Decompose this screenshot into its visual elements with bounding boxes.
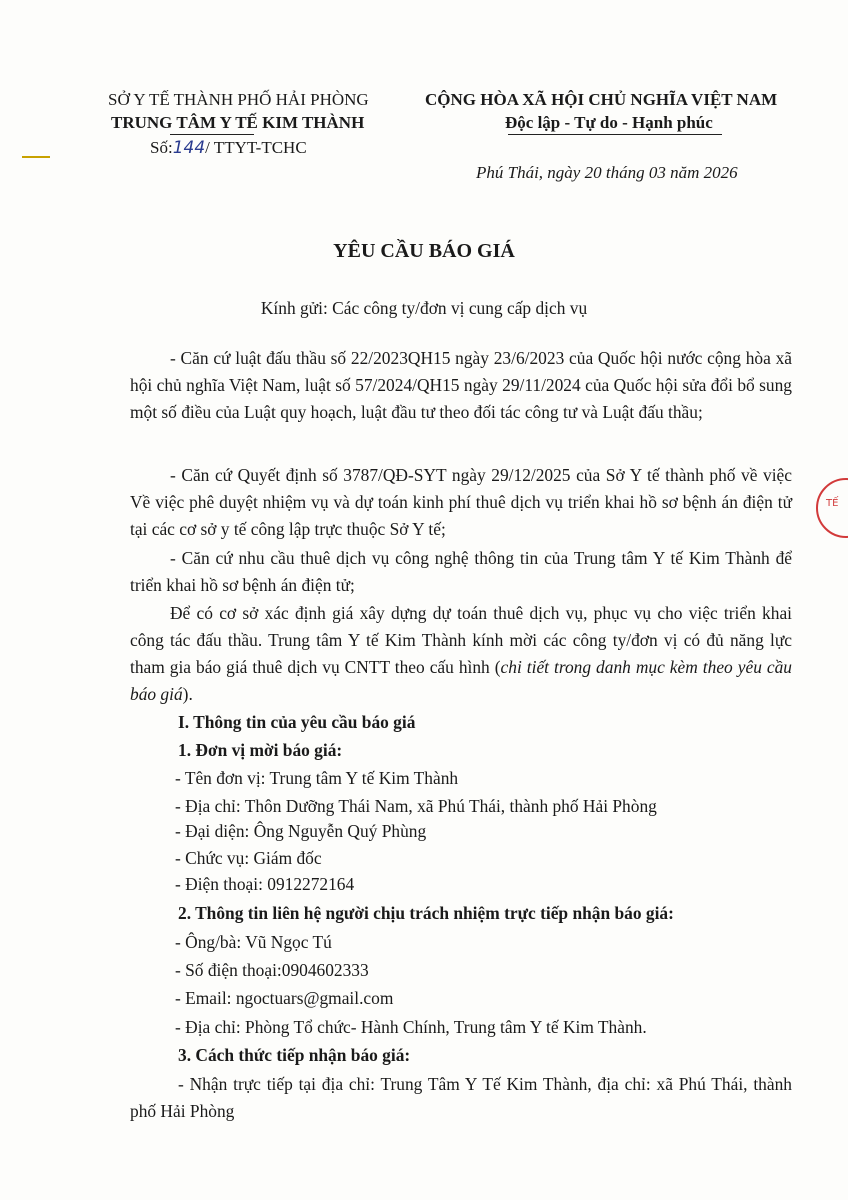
paragraph-legal-basis-2-text: - Căn cứ Quyết định số 3787/QĐ-SYT ngày 29/12/2025 của Sở Y tế thành phố về việc Về việc phê duyệt nhiệm vụ và dự toán kinh phí thuê dịch vụ triển khai hồ sơ bệnh án điện tử tại các cơ sở y tế công lập trực thuộc Sở Y tế;	[130, 465, 792, 539]
contact-email-item: - Email: ngoctuars@gmail.com	[175, 988, 394, 1008]
subsection-2-heading: 2. Thông tin liên hệ người chịu trách nhiệm trực tiếp nhận báo giá:	[178, 903, 674, 923]
document-number-suffix: / TTYT-TCHC	[205, 138, 307, 157]
recipient-line: Kính gửi: Các công ty/đơn vị cung cấp dịch vụ	[260, 298, 588, 318]
seal-stamp-text: TẾ	[826, 498, 839, 509]
agency-parent-name: SỞ Y TẾ THÀNH PHỐ HẢI PHÒNG	[108, 90, 369, 109]
unit-name-item: - Tên đơn vị: Trung tâm Y tế Kim Thành	[175, 768, 459, 788]
document-date: Phú Thái, ngày 20 tháng 03 năm 2026	[476, 163, 738, 182]
national-motto: Độc lập - Tự do - Hạnh phúc	[505, 113, 713, 132]
paragraph-legal-basis-2	[130, 462, 792, 543]
document-number-handwritten: 144	[172, 138, 206, 158]
paragraph-invitation-italic: chi tiết trong danh mục kèm theo yêu cầu báo giá	[130, 657, 792, 704]
receipt-method-text: - Nhận trực tiếp tại địa chỉ: Trung Tâm Y Tế Kim Thành, địa chỉ: xã Phú Thái, thành phố Hải Phòng	[130, 1074, 792, 1121]
agency-underline	[170, 134, 254, 135]
subsection-3-heading: 3. Cách thức tiếp nhận báo giá:	[178, 1045, 411, 1065]
document-number-prefix: Số:	[150, 138, 173, 157]
contact-person-item: - Ông/bà: Vũ Ngọc Tú	[175, 932, 332, 952]
agency-name: TRUNG TÂM Y TẾ KIM THÀNH	[111, 113, 365, 132]
seal-stamp-fragment	[816, 478, 848, 538]
unit-phone-item: - Điện thoại: 0912272164	[175, 874, 355, 894]
unit-position-item: - Chức vụ: Giám đốc	[175, 848, 322, 868]
unit-address-item: - Địa chỉ: Thôn Dưỡng Thái Nam, xã Phú Thái, thành phố Hải Phòng	[175, 796, 657, 816]
paragraph-invitation-end: ).	[182, 684, 193, 704]
document-number	[150, 138, 307, 158]
country-name: CỘNG HÒA XÃ HỘI CHỦ NGHĨA VIỆT NAM	[425, 90, 778, 109]
contact-address-item: - Địa chỉ: Phòng Tổ chức- Hành Chính, Trung tâm Y tế Kim Thành.	[175, 1017, 647, 1037]
paragraph-legal-basis-3-text: - Căn cứ nhu cầu thuê dịch vụ công nghệ thông tin của Trung tâm Y tế Kim Thành để triển khai hồ sơ bệnh án điện tử;	[130, 548, 792, 595]
paragraph-legal-basis-1-text: - Căn cứ luật đấu thầu số 22/2023QH15 ngày 23/6/2023 của Quốc hội nước cộng hòa xã hội chủ nghĩa Việt Nam, luật số 57/2024/QH15 ngày 29/11/2024 của Quốc hội sửa đổi bổ sung một số điều của Luật quy hoạch, luật đầu tư theo đối tác công tư và Luật đấu thầu;	[130, 348, 792, 422]
section-1-heading: I. Thông tin của yêu cầu báo giá	[178, 712, 416, 732]
subsection-1-heading: 1. Đơn vị mời báo giá:	[178, 740, 343, 760]
motto-underline	[508, 134, 722, 135]
paragraph-legal-basis-1	[130, 345, 792, 426]
unit-representative-item: - Đại diện: Ông Nguyễn Quý Phùng	[175, 821, 427, 841]
paragraph-legal-basis-3	[130, 545, 792, 599]
margin-mark	[22, 156, 50, 158]
contact-phone-item: - Số điện thoại:0904602333	[175, 960, 369, 980]
document-title: YÊU CẦU BÁO GIÁ	[333, 240, 515, 262]
paragraph-invitation-text: Để có cơ sở xác định giá xây dựng dự toán thuê dịch vụ, phục vụ cho việc triển khai công tác đấu thầu. Trung tâm Y tế Kim Thành kính mời các công ty/đơn vị có đủ năng lực tham gia báo giá thuê dịch vụ CNTT theo cấu hình (	[130, 603, 792, 677]
paragraph-invitation	[130, 600, 792, 708]
